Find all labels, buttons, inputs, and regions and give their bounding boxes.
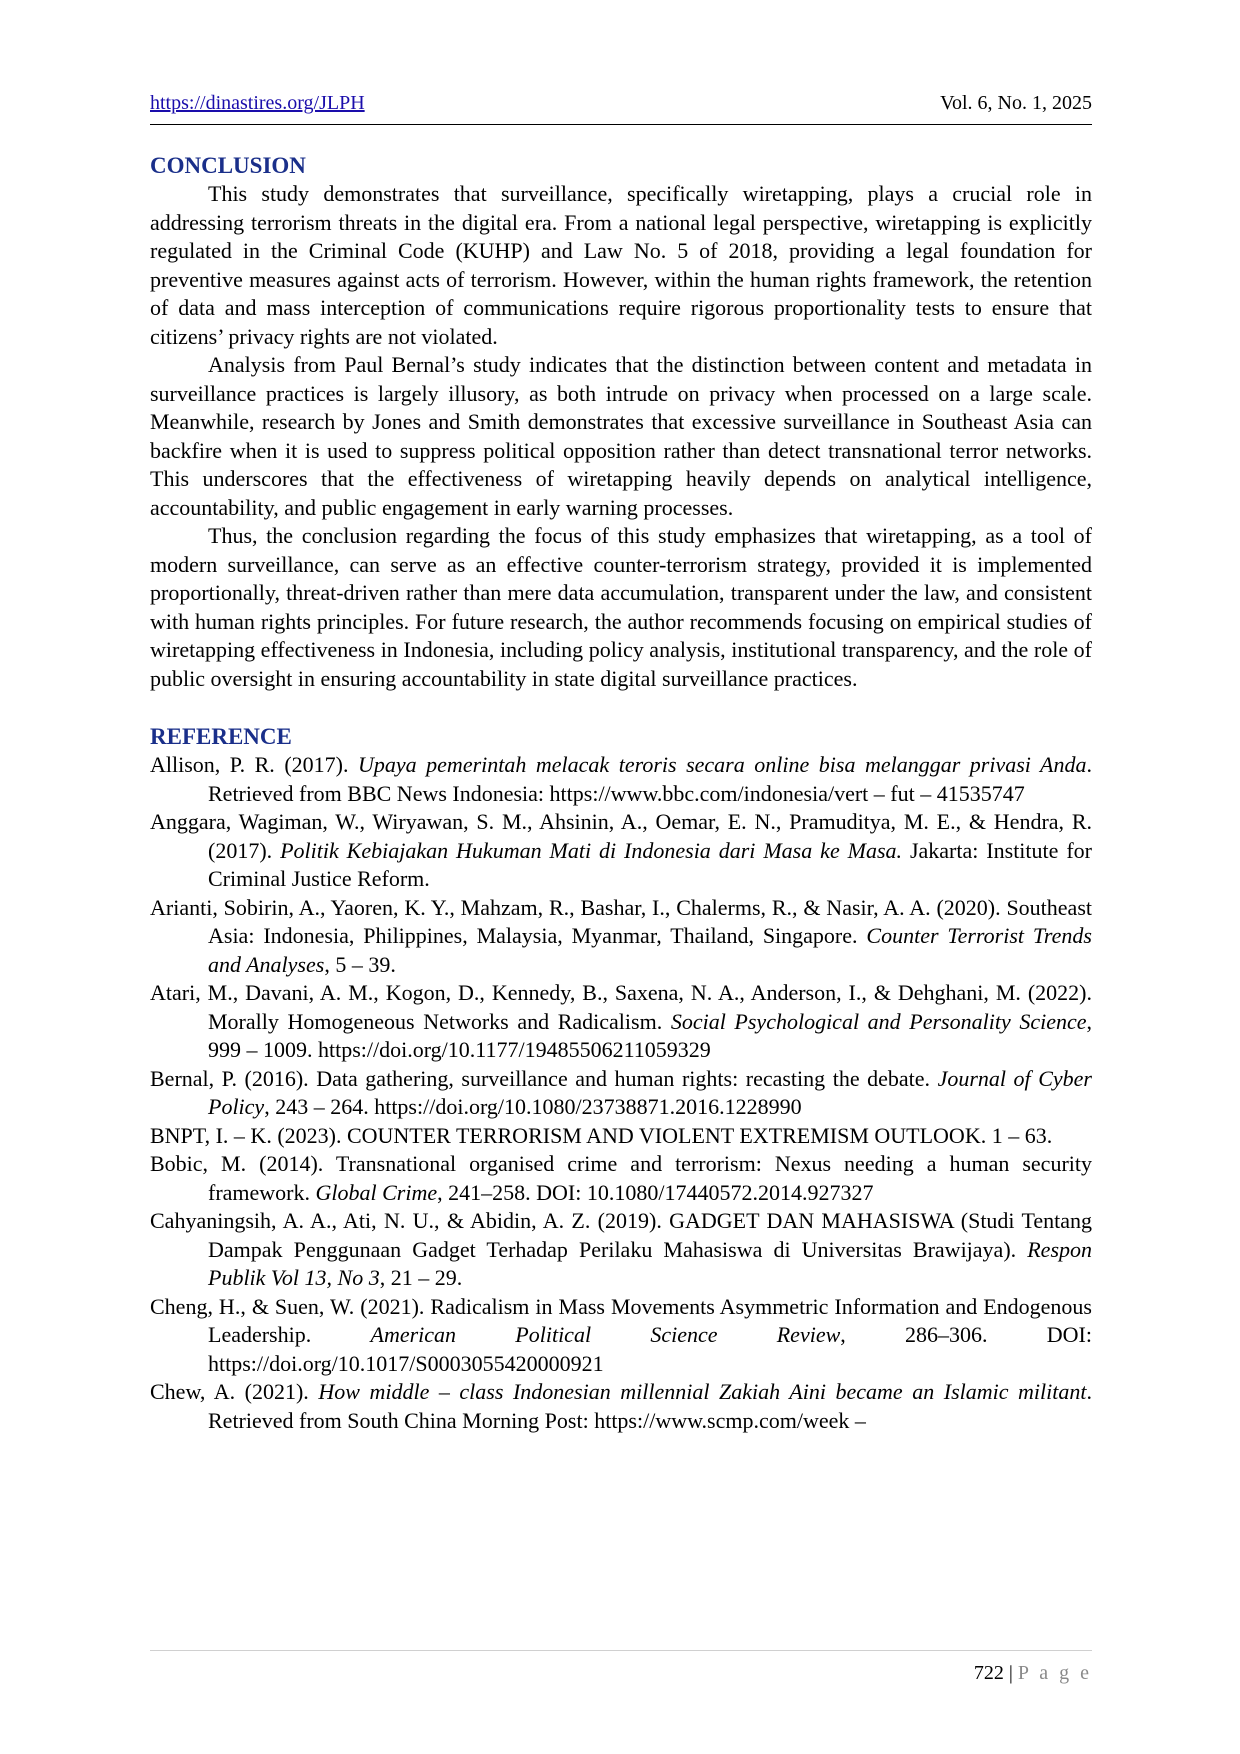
reference-source-title: Global Crime <box>315 1179 438 1205</box>
reference-details: . Retrieved from BBC News Indonesia: https://www.bbc.com/indonesia/vert – fut – 41535747 <box>208 752 1092 806</box>
reference-source-title: American Political Science Review <box>370 1322 841 1347</box>
page-footer <box>974 1662 1092 1685</box>
reference-text: Cheng, H., & Suen, W. (2021). Radicalism in Mass Movements Asymmetric Information and Endogenous Leadership. <box>150 1293 1092 1347</box>
reference-entry <box>150 751 1092 808</box>
reference-source-title: Politik Kebiajakan Hukuman Mati di Indonesia dari Masa ke Masa. <box>280 837 903 863</box>
reference-text: Chew, A. (2021). <box>150 1379 319 1404</box>
reference-details: , 243 – 264. https://doi.org/10.1080/23738871.2016.1228990 <box>264 1094 802 1119</box>
reference-entry <box>150 1150 1092 1207</box>
reference-text: Atari, M., Davani, A. M., Kogon, D., Kennedy, B., Saxena, N. A., Anderson, I., & Dehghani, M. (2022). Morally Homogeneous Networks and Radicalism. <box>150 980 1092 1034</box>
reference-entry <box>150 1207 1092 1293</box>
reference-entry <box>150 979 1092 1065</box>
reference-text: BNPT, I. – K. (2023). COUNTER TERRORISM AND VIOLENT EXTREMISM OUTLOOK. 1 – 63. <box>150 1122 1053 1148</box>
reference-entry <box>150 1122 1092 1151</box>
reference-source-title: Upaya pemerintah melacak teroris secara online bisa melanggar privasi Anda <box>358 752 1087 777</box>
page-word: P a g e <box>1017 1662 1092 1684</box>
reference-source-title: Counter Terrorist Trends and Analyses <box>208 923 1092 977</box>
main-content <box>150 152 1092 1435</box>
reference-details: , 286–306. DOI: https://doi.org/10.1017/S0003055420000921 <box>208 1322 1093 1376</box>
reference-entry <box>150 894 1092 980</box>
reference-text: Anggara, Wagiman, W., Wiryawan, S. M., Ahsinin, A., Oemar, E. N., Pramuditya, M. E., & Hendra, R. (2017). <box>150 809 1092 863</box>
reference-details: . Retrieved from South China Morning Post: https://www.scmp.com/week – <box>208 1379 1092 1433</box>
reference-source-title: Social Psychological and Personality Science <box>670 1008 1087 1034</box>
conclusion-paragraph: Analysis from Paul Bernal’s study indicates that the distinction between content and metadata in surveillance practices is largely illusory, as both intrude on privacy when processed on a large scale. Meanwhile, research by Jones and Smith demonstrates that excessive surveillance in Southeast Asia can backfire when it is used to suppress political opposition rather than detect transnational terror networks. This underscores that the effectiveness of wiretapping heavily depends on analytical intelligence, accountability, and public engagement in early warning processes. <box>150 352 1092 520</box>
reference-entry <box>150 808 1092 894</box>
journal-url-link[interactable]: https://dinastires.org/JLPH <box>150 92 365 114</box>
reference-text: Allison, P. R. (2017). <box>150 752 358 777</box>
reference-heading: REFERENCE <box>150 724 292 749</box>
reference-details: Jakarta: Institute for Criminal Justice Reform. <box>208 837 1092 891</box>
reference-entry <box>150 1293 1092 1379</box>
conclusion-paragraph: Thus, the conclusion regarding the focus of this study emphasizes that wiretapping, as a tool of modern surveillance, can serve as an effective counter-terrorism strategy, provided it is implemented proportionally, threat-driven rather than mere data accumulation, transparent under the law, and consistent with human rights principles. For future research, the author recommends focusing on empirical studies of wiretapping effectiveness in Indonesia, including policy analysis, institutional transparency, and the role of public oversight in ensuring accountability in state digital surveillance practices. <box>150 523 1092 691</box>
reference-text: Arianti, Sobirin, A., Yaoren, K. Y., Mahzam, R., Bashar, I., Chalerms, R., & Nasir, A. A. (2020). Southeast Asia: Indonesia, Philippines, Malaysia, Myanmar, Thailand, Singapore. <box>150 894 1092 948</box>
page-number: 722 <box>973 1662 1004 1684</box>
reference-entry <box>150 1065 1092 1122</box>
reference-source-title: How middle – class Indonesian millennial Zakiah Aini became an Islamic militant <box>318 1379 1087 1404</box>
reference-source-title: Respon Publik Vol 13, No 3 <box>208 1236 1092 1290</box>
reference-entry <box>150 1378 1092 1435</box>
reference-list <box>150 751 1092 1435</box>
reference-text: Cahyaningsih, A. A., Ati, N. U., & Abidin, A. Z. (2019). GADGET DAN MAHASISWA (Studi Tentang Dampak Penggunaan Gadget Terhadap Perilaku Mahasiswa di Universitas Brawijaya). <box>150 1208 1092 1262</box>
reference-details: , 21 – 29. <box>379 1265 463 1290</box>
reference-text: Bernal, P. (2016). Data gathering, surveillance and human rights: recasting the debate. <box>150 1065 938 1091</box>
reference-details: , 241–258. DOI: 10.1080/17440572.2014.927327 <box>437 1179 874 1205</box>
reference-text: Bobic, M. (2014). Transnational organised crime and terrorism: Nexus needing a human security framework. <box>150 1151 1092 1205</box>
conclusion-paragraph: This study demonstrates that surveillance, specifically wiretapping, plays a crucial role in addressing terrorism threats in the digital era. From a national legal perspective, wiretapping is explicitly regulated in the Criminal Code (KUHP) and Law No. 5 of 2018, providing a legal foundation for preventive measures against acts of terrorism. However, within the human rights framework, the retention of data and mass interception of communications require rigorous proportionality tests to ensure that citizens’ privacy rights are not violated. <box>150 181 1092 349</box>
page-header <box>150 88 1092 125</box>
footer-separator: | <box>1008 1662 1013 1684</box>
conclusion-heading: CONCLUSION <box>150 153 306 178</box>
reference-details: , 999 – 1009. https://doi.org/10.1177/19485506211059329 <box>208 1008 1092 1062</box>
footer-divider <box>150 1650 1092 1651</box>
reference-details: , 5 – 39. <box>324 951 396 977</box>
volume-issue: Vol. 6, No. 1, 2025 <box>940 92 1092 114</box>
reference-source-title: Journal of Cyber Policy <box>208 1065 1092 1119</box>
